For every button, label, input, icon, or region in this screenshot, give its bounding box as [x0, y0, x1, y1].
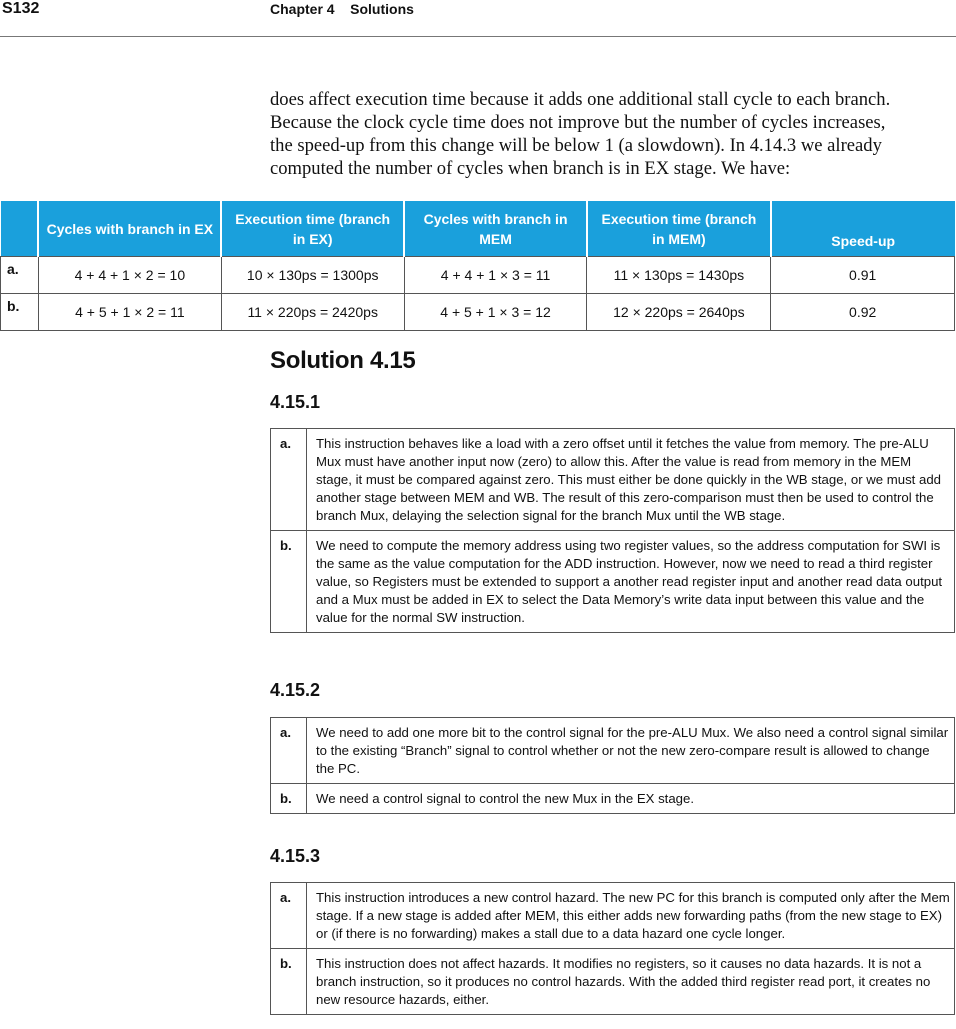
- subsection-title: 4.15.1: [270, 392, 321, 412]
- answer-label: b.: [271, 949, 307, 1015]
- page-number: S132: [2, 0, 40, 17]
- header-cell: Execution time (branch in EX): [221, 201, 404, 257]
- subsection-title: 4.15.3: [270, 846, 321, 866]
- answer-row: [271, 883, 955, 949]
- table-cell: 0.91: [771, 257, 955, 294]
- intro-line: does affect execution time because it adds one additional stall cycle to each branch.: [270, 89, 891, 110]
- speedup-table: [0, 201, 955, 331]
- table-row: [1, 257, 955, 294]
- table-cell: 4 + 5 + 1 × 2 = 11: [38, 294, 221, 331]
- table-cell: 10 × 130ps = 1300ps: [221, 257, 404, 294]
- subsection-title: 4.15.2: [270, 680, 321, 700]
- answer-text: This instruction does not affect hazards. It modifies no registers, so it causes no data hazards. It is not a branch instruction, so it produces no control hazards. With the added third register read port, it creates no new resource hazards, either.: [307, 949, 955, 1015]
- table-cell: 4 + 4 + 1 × 2 = 10: [38, 257, 221, 294]
- table-cell: 4 + 5 + 1 × 3 = 12: [404, 294, 587, 331]
- answer-label: a.: [271, 883, 307, 949]
- answer-row: [271, 784, 955, 814]
- row-label: b.: [1, 294, 39, 331]
- answer-row: [271, 429, 955, 531]
- answer-table: [270, 882, 955, 1015]
- answer-row: [271, 531, 955, 633]
- answer-label: a.: [271, 718, 307, 784]
- row-label: a.: [1, 257, 39, 294]
- answer-text: This instruction behaves like a load with a zero offset until it fetches the value from memory. The pre-ALU Mux must have another input now (zero) to allow this. After the value is read from memory in the MEM stage, it must be compared against zero. This must either be done quickly in the WB stage, or we must add another stage between MEM and WB. The result of this zero-comparison must then be used to control the branch Mux, delaying the selection signal for the branch Mux until the WB stage.: [307, 429, 955, 531]
- answer-label: b.: [271, 531, 307, 633]
- table-cell: 12 × 220ps = 2640ps: [587, 294, 771, 331]
- intro-line: Because the clock cycle time does not improve but the number of cycles increases,: [270, 112, 886, 133]
- table-cell: 0.92: [771, 294, 955, 331]
- answer-table: [270, 717, 955, 814]
- header-cell: Speed-up: [771, 201, 955, 257]
- answer-text: This instruction introduces a new control hazard. The new PC for this branch is computed only after the Mem stage. If a new stage is added after MEM, this either adds new forwarding paths (from the new stage to EX) or (if there is no forwarding) makes a stall due to a data hazard one cycle longer.: [307, 883, 955, 949]
- answer-table: [270, 428, 955, 633]
- table-cell: 11 × 220ps = 2420ps: [221, 294, 404, 331]
- header-cell: Cycles with branch in EX: [38, 201, 221, 257]
- answer-row: [271, 718, 955, 784]
- intro-line: computed the number of cycles when branch is in EX stage. We have:: [270, 158, 791, 179]
- table-row: [1, 294, 955, 331]
- answer-row: [271, 949, 955, 1015]
- intro-line: the speed-up from this change will be below 1 (a slowdown). In 4.14.3 we already: [270, 135, 882, 156]
- solution-title: Solution 4.15: [270, 347, 416, 374]
- table-header-row: [1, 201, 955, 257]
- chapter-title: Chapter 4 Solutions: [270, 1, 414, 17]
- header-cell: Cycles with branch in MEM: [404, 201, 587, 257]
- answer-label: b.: [271, 784, 307, 814]
- answer-text: We need a control signal to control the new Mux in the EX stage.: [307, 784, 955, 814]
- header-cell-empty: [1, 201, 39, 257]
- table-cell: 11 × 130ps = 1430ps: [587, 257, 771, 294]
- answer-label: a.: [271, 429, 307, 531]
- answer-text: We need to compute the memory address using two register values, so the address computation for SWI is the same as the value computation for the ADD instruction. However, now we need to read a third register value, so Registers must be extended to support a another read register input and another read data output and a Mux must be added in EX to select the Data Memory’s write data input between this value and the value for the normal SW instruction.: [307, 531, 955, 633]
- table-cell: 4 + 4 + 1 × 3 = 11: [404, 257, 587, 294]
- header-cell: Execution time (branch in MEM): [587, 201, 771, 257]
- answer-text: We need to add one more bit to the control signal for the pre-ALU Mux. We also need a control signal similar to the existing “Branch” signal to control whether or not the new zero-compare result is allowed to change the PC.: [307, 718, 955, 784]
- intro-paragraph: [270, 88, 956, 180]
- header-rule: [0, 36, 956, 37]
